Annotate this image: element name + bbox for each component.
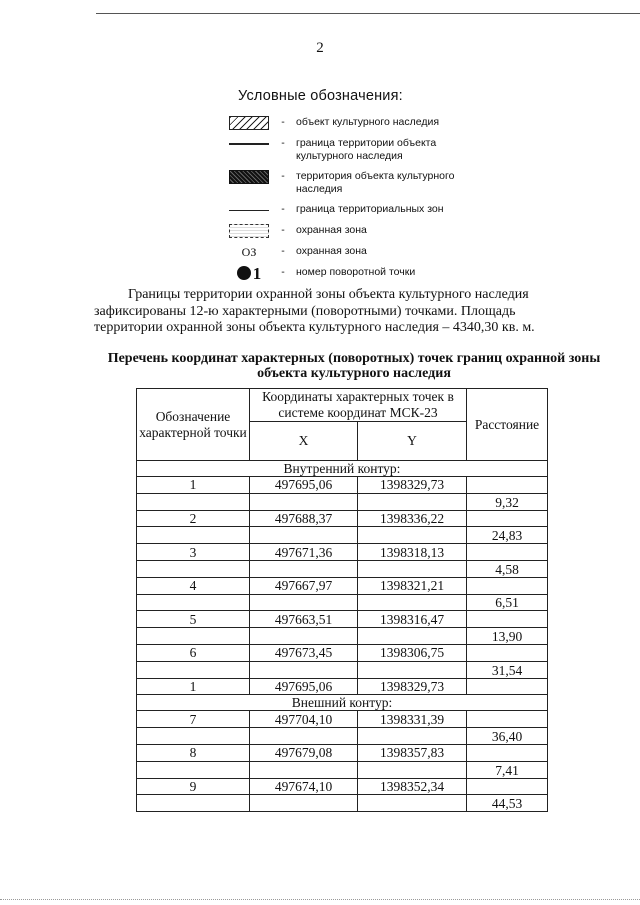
empty-cell [358, 527, 467, 544]
table-title: Перечень координат характерных (поворотных) точек границ охранной зоны объекта культурного наследия [107, 351, 601, 381]
coord-x: 497673,45 [250, 644, 358, 661]
coord-y: 1398329,73 [358, 477, 467, 494]
header-x: X [250, 422, 358, 461]
legend-item: - охранная зона [228, 224, 488, 238]
table-row [137, 678, 548, 695]
legend-item: - граница территории объекта культурного наследия [228, 137, 488, 163]
point-number: 8 [137, 744, 250, 761]
coord-x: 497695,06 [250, 477, 358, 494]
coord-x: 497667,97 [250, 577, 358, 594]
empty-cell [358, 493, 467, 510]
empty-cell [467, 711, 548, 728]
empty-cell [250, 527, 358, 544]
distance-value: 9,32 [467, 493, 548, 510]
legend-item: - объект культурного наследия [228, 116, 488, 130]
coordinates-table [136, 388, 548, 812]
header-y: Y [358, 422, 467, 461]
empty-cell [250, 761, 358, 778]
distance-value: 24,83 [467, 527, 548, 544]
empty-cell [358, 628, 467, 645]
oz-symbol: ОЗ [241, 244, 257, 259]
distance-value: 6,51 [467, 594, 548, 611]
distance-value: 4,58 [467, 560, 548, 577]
empty-cell [358, 560, 467, 577]
boundary-paragraph: Границы территории охранной зоны объекта культурного наследия зафиксированы 12-ю характерными (поворотными) точками. Площадь территории охранной зоны объекта культурного наследия – 4340,30 кв. м. [94, 287, 535, 335]
distance-row [137, 493, 548, 510]
filled-rectangle-icon [229, 170, 269, 184]
header-coords: Координаты характерных точек в системе координат МСК-23 [250, 389, 467, 422]
point-number: 9 [137, 778, 250, 795]
point-number: 3 [137, 544, 250, 561]
section-label: Внутренний контур: [137, 461, 548, 477]
point-number: 1 [137, 477, 250, 494]
coord-y: 1398316,47 [358, 611, 467, 628]
coord-y: 1398331,39 [358, 711, 467, 728]
empty-cell [467, 744, 548, 761]
coord-y: 1398352,34 [358, 778, 467, 795]
empty-cell [137, 661, 250, 678]
empty-cell [137, 560, 250, 577]
point-number-symbol: 1 [252, 263, 262, 283]
coord-y: 1398357,83 [358, 744, 467, 761]
section-row [137, 461, 548, 477]
coord-y: 1398321,21 [358, 577, 467, 594]
empty-cell [250, 594, 358, 611]
legend-item: - территория объекта культурного наследия [228, 170, 488, 196]
legend-item: ОЗ - охранная зона [228, 245, 488, 259]
distance-value: 13,90 [467, 628, 548, 645]
distance-value: 7,41 [467, 761, 548, 778]
empty-cell [250, 560, 358, 577]
coord-y: 1398329,73 [358, 678, 467, 695]
section-label: Внешний контур: [137, 695, 548, 711]
point-number: 4 [137, 577, 250, 594]
distance-row [137, 560, 548, 577]
coord-x: 497704,10 [250, 711, 358, 728]
coord-y: 1398318,13 [358, 544, 467, 561]
table-row [137, 544, 548, 561]
empty-cell [467, 510, 548, 527]
empty-cell [358, 728, 467, 745]
table-row [137, 778, 548, 795]
point-number: 1 [137, 678, 250, 695]
table-row [137, 477, 548, 494]
distance-row [137, 527, 548, 544]
thin-line-icon [229, 210, 269, 211]
empty-cell [467, 678, 548, 695]
section-row [137, 695, 548, 711]
filled-circle-icon [237, 266, 251, 280]
empty-cell [358, 761, 467, 778]
distance-row [137, 728, 548, 745]
empty-cell [137, 728, 250, 745]
distance-value: 44,53 [467, 795, 548, 812]
header-distance: Расстояние [467, 389, 548, 461]
coord-x: 497671,36 [250, 544, 358, 561]
solid-line-icon [229, 143, 269, 145]
empty-cell [250, 728, 358, 745]
legend-item: 1 - номер поворотной точки [228, 266, 488, 280]
distance-row [137, 761, 548, 778]
dotted-rectangle-icon [229, 224, 269, 238]
point-number: 7 [137, 711, 250, 728]
empty-cell [467, 477, 548, 494]
empty-cell [137, 628, 250, 645]
empty-cell [137, 795, 250, 812]
empty-cell [250, 661, 358, 678]
table-row [137, 711, 548, 728]
empty-cell [467, 778, 548, 795]
distance-row [137, 628, 548, 645]
legend-title: Условные обозначения: [238, 88, 403, 104]
coord-y: 1398336,22 [358, 510, 467, 527]
empty-cell [467, 544, 548, 561]
coord-x: 497695,06 [250, 678, 358, 695]
distance-value: 31,54 [467, 661, 548, 678]
table-body [137, 461, 548, 812]
top-rule [96, 13, 640, 14]
empty-cell [358, 661, 467, 678]
empty-cell [137, 594, 250, 611]
coord-x: 497663,51 [250, 611, 358, 628]
coord-x: 497674,10 [250, 778, 358, 795]
empty-cell [467, 577, 548, 594]
table-row [137, 577, 548, 594]
empty-cell [137, 527, 250, 544]
empty-cell [250, 628, 358, 645]
point-number: 6 [137, 644, 250, 661]
empty-cell [358, 795, 467, 812]
point-number: 5 [137, 611, 250, 628]
coord-y: 1398306,75 [358, 644, 467, 661]
empty-cell [250, 493, 358, 510]
empty-cell [467, 611, 548, 628]
coord-x: 497679,08 [250, 744, 358, 761]
distance-row [137, 594, 548, 611]
legend-item: - граница территориальных зон [228, 203, 488, 217]
empty-cell [467, 644, 548, 661]
distance-row [137, 795, 548, 812]
point-number: 2 [137, 510, 250, 527]
table-row [137, 644, 548, 661]
legend [228, 116, 488, 287]
empty-cell [137, 761, 250, 778]
table-row [137, 611, 548, 628]
empty-cell [358, 594, 467, 611]
coord-x: 497688,37 [250, 510, 358, 527]
empty-cell [250, 795, 358, 812]
distance-value: 36,40 [467, 728, 548, 745]
distance-row [137, 661, 548, 678]
table-row [137, 510, 548, 527]
table-row [137, 744, 548, 761]
page-number: 2 [316, 40, 324, 56]
bottom-rule [0, 899, 640, 901]
header-designation: Обозначение характерной точки [137, 389, 250, 461]
empty-cell [137, 493, 250, 510]
hatched-rectangle-icon [229, 116, 269, 130]
